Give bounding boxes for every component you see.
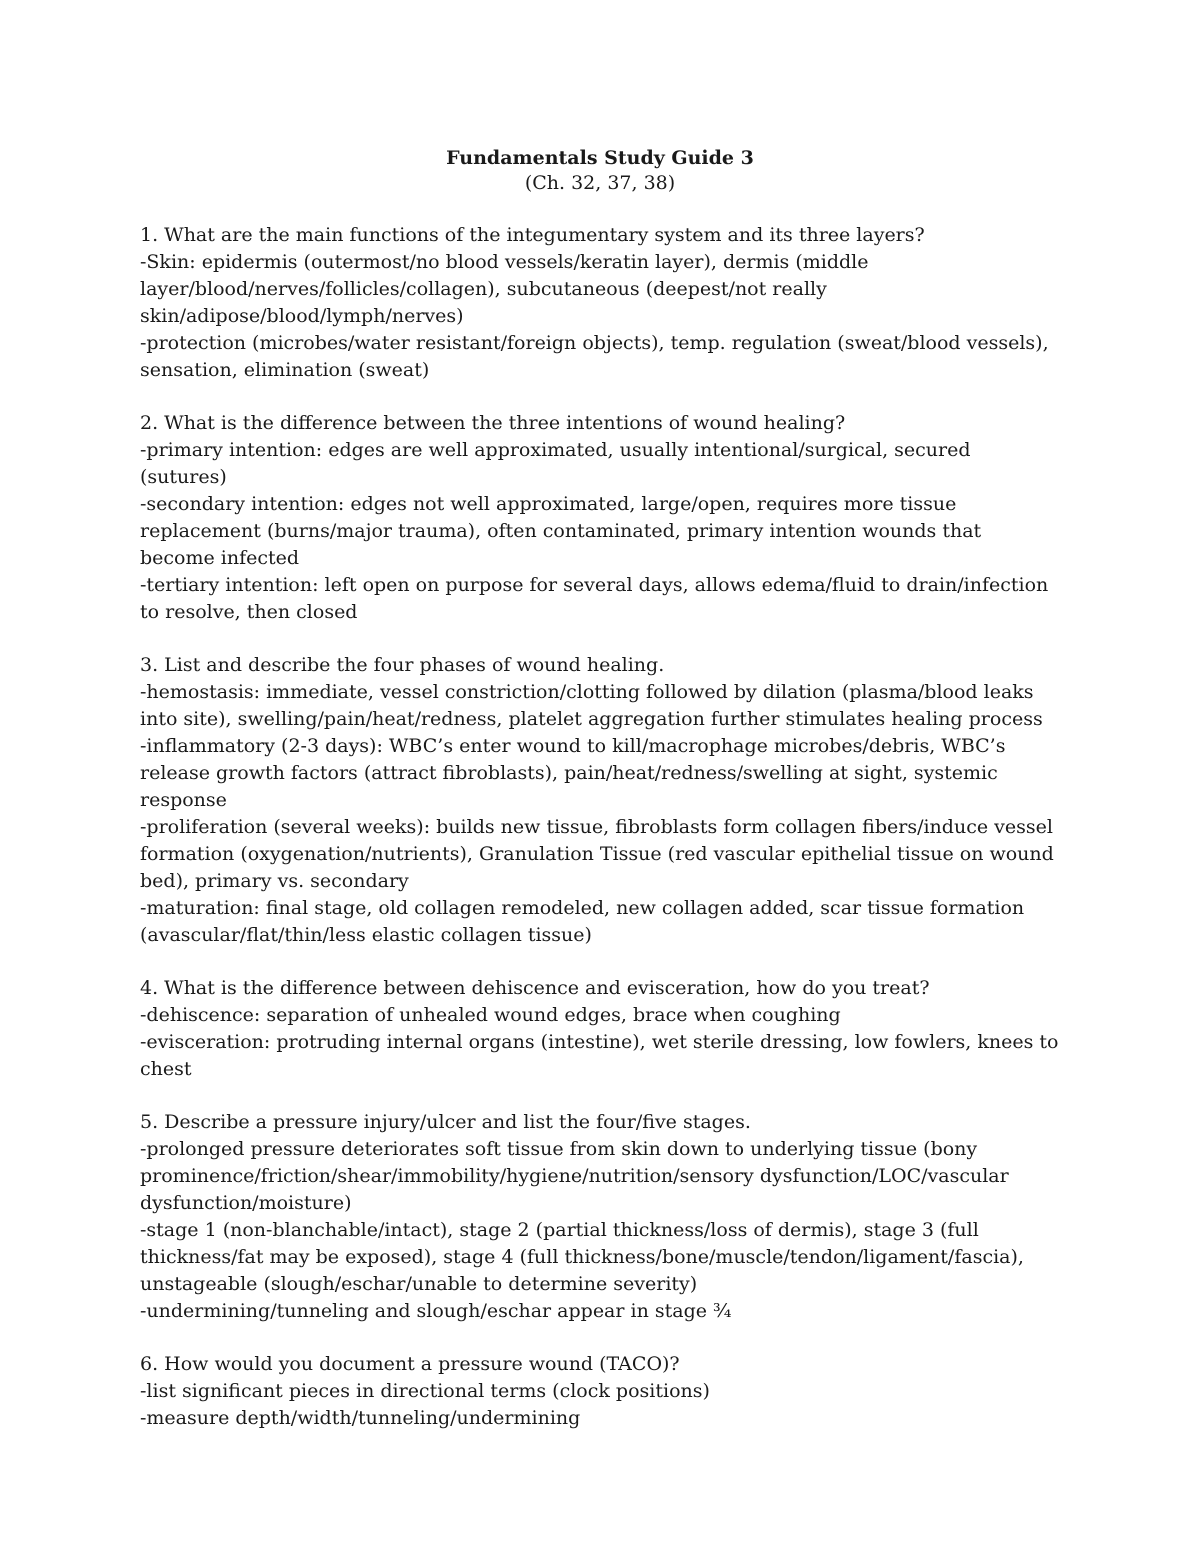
question-text: 3. List and describe the four phases of wound healing. [140,654,665,676]
answer-line: -measure depth/width/tunneling/undermining [140,1407,581,1429]
question-block-4 [140,975,1060,1083]
answer-line: -stage 1 (non-blanchable/intact), stage 2 (partial thickness/loss of dermis), stage 3 (full thickness/fat may be exposed), stage 4 (full thickness/bone/muscle/tendon/ligament/fascia), unstageable (slough/eschar/unable to determine severity) [140,1219,1024,1295]
document-page [140,146,1060,1458]
document-title: Fundamentals Study Guide 3 [446,147,754,169]
document-header [140,146,1060,196]
question-block-6 [140,1351,1060,1432]
answer-line: -primary intention: edges are well approximated, usually intentional/surgical, secured (sutures) [140,439,971,488]
answer-line: -tertiary intention: left open on purpose for several days, allows edema/fluid to drain/infection to resolve, then closed [140,574,1049,623]
answer-line: -list significant pieces in directional terms (clock positions) [140,1380,710,1402]
question-block-1 [140,222,1060,384]
answer-line: -secondary intention: edges not well approximated, large/open, requires more tissue replacement (burns/major trauma), often contaminated, primary intention wounds that become infected [140,493,982,569]
answer-line: -inflammatory (2-3 days): WBC’s enter wound to kill/macrophage microbes/debris, WBC’s release growth factors (attract fibroblasts), pain/heat/redness/swelling at sight, systemic response [140,735,1006,811]
answer-line: -hemostasis: immediate, vessel constriction/clotting followed by dilation (plasma/blood leaks into site), swelling/pain/heat/redness, platelet aggregation further stimulates healing process [140,681,1043,730]
question-text: 2. What is the difference between the three intentions of wound healing? [140,412,846,434]
answer-line: -dehiscence: separation of unhealed wound edges, brace when coughing [140,1004,841,1026]
answer-line: -maturation: final stage, old collagen remodeled, new collagen added, scar tissue formation (avascular/flat/thin/less elastic collagen tissue) [140,897,1025,946]
answer-line: -protection (microbes/water resistant/foreign objects), temp. regulation (sweat/blood vessels), sensation, elimination (sweat) [140,332,1049,381]
question-block-2 [140,410,1060,626]
answer-line: -evisceration: protruding internal organs (intestine), wet sterile dressing, low fowlers, knees to chest [140,1031,1059,1080]
question-block-3 [140,652,1060,949]
question-text: 6. How would you document a pressure wound (TACO)? [140,1353,680,1375]
question-text: 5. Describe a pressure injury/ulcer and list the four/five stages. [140,1111,751,1133]
question-text: 1. What are the main functions of the integumentary system and its three layers? [140,224,925,246]
question-text: 4. What is the difference between dehiscence and evisceration, how do you treat? [140,977,930,999]
document-subtitle: (Ch. 32, 37, 38) [524,172,676,194]
answer-line: -Skin: epidermis (outermost/no blood vessels/keratin layer), dermis (middle layer/blood/nerves/follicles/collagen), subcutaneous (deepest/not really skin/adipose/blood/lymph/nerves) [140,251,869,327]
answer-line: -undermining/tunneling and slough/eschar appear in stage ¾ [140,1300,732,1322]
answer-line: -proliferation (several weeks): builds new tissue, fibroblasts form collagen fibers/induce vessel formation (oxygenation/nutrients), Granulation Tissue (red vascular epithelial tissue on wound bed), primary vs. secondary [140,816,1054,892]
answer-line: -prolonged pressure deteriorates soft tissue from skin down to underlying tissue (bony prominence/friction/shear/immobility/hygiene/nutrition/sensory dysfunction/LOC/vascular dysfunction/moisture) [140,1138,1009,1214]
question-block-5 [140,1109,1060,1325]
